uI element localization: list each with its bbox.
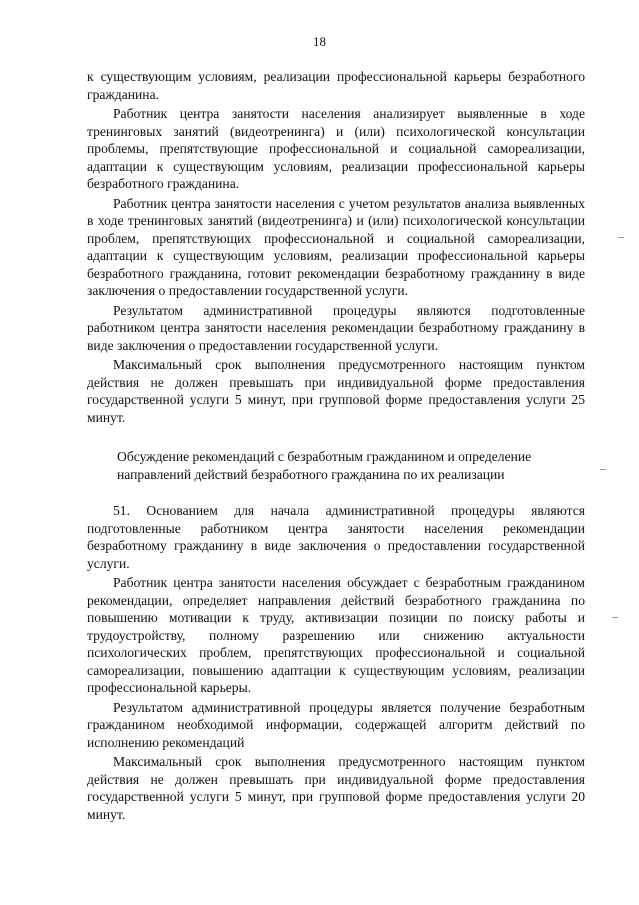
section-heading-line-1: Обсуждение рекомендаций с безработным гражданином и определение bbox=[117, 449, 532, 464]
paragraph-result: Результатом административной процедуры являются подготовленные работником центра занятости населения рекомендации безработному гражданину в виде заключения о предоставлении государственной услуги. bbox=[87, 302, 585, 353]
paragraph-continuation: к существующим условиям, реализации профессиональной карьеры безработного гражданина. bbox=[87, 69, 585, 102]
paragraph-outcome: Результатом административной процедуры является получение безработным гражданином необходимой информации, содержащей алгоритм действий по исполнению рекомендаций bbox=[87, 699, 585, 750]
paragraph-time-limit-2: Максимальный срок выполнения предусмотренного настоящим пунктом действия не должен превышать при индивидуальной форме предоставления государственной услуги 5 минут, при групповой форме предоставления услуги 20 минут. bbox=[87, 754, 585, 822]
scan-mark bbox=[618, 237, 624, 238]
paragraph-discussion: Работник центра занятости населения обсуждает с безработным гражданином рекомендации, определяет направления действий безработного гражданина по повышению мотивации к труду, активизации позиции по поиску работы и трудоустройству, полному разрешению или снижению актуальности психологических проблем, препятствующих профессиональной и социальной самореализации, повышению адаптации к существующим условиям, реализации профессиональной карьеры. bbox=[87, 575, 585, 695]
paragraph-recommendations: Работник центра занятости населения с учетом результатов анализа выявленных в ходе тренинговых занятий (видеотренинга) и (или) психологической консультации проблем, препятствующих профессиональной и социальной самореализации, адаптации к существующим условиям, реализации профессиональной карьеры безработного гражданина, готовит рекомендации безработному гражданину в виде заключения о предоставлении государственной услуги. bbox=[87, 195, 585, 298]
section-heading bbox=[87, 448, 585, 483]
scan-mark bbox=[600, 469, 606, 470]
section-heading-line-2: направлений действий безработного гражданина по их реализации bbox=[117, 466, 505, 482]
page-number: 18 bbox=[313, 34, 326, 49]
page-content bbox=[87, 68, 585, 823]
paragraph-item-51: 51. Основанием для начала административной процедуры являются подготовленные работником центра занятости населения рекомендации безработному гражданину в виде заключения о предоставлении государственной услуги. bbox=[87, 503, 585, 571]
paragraph-time-limit: Максимальный срок выполнения предусмотренного настоящим пунктом действия не должен превышать при индивидуальной форме предоставления государственной услуги 5 минут, при групповой форме предоставления услуги 25 минут. bbox=[87, 357, 585, 425]
paragraph-analysis: Работник центра занятости населения анализирует выявленные в ходе тренинговых занятий (видеотренинга) и (или) психологической консультации проблемы, препятствующие профессиональной и социальной самореализации, адаптации к существующим условиям, реализации профессиональной карьеры безработного гражданина. bbox=[87, 106, 585, 191]
scan-mark bbox=[612, 617, 618, 618]
